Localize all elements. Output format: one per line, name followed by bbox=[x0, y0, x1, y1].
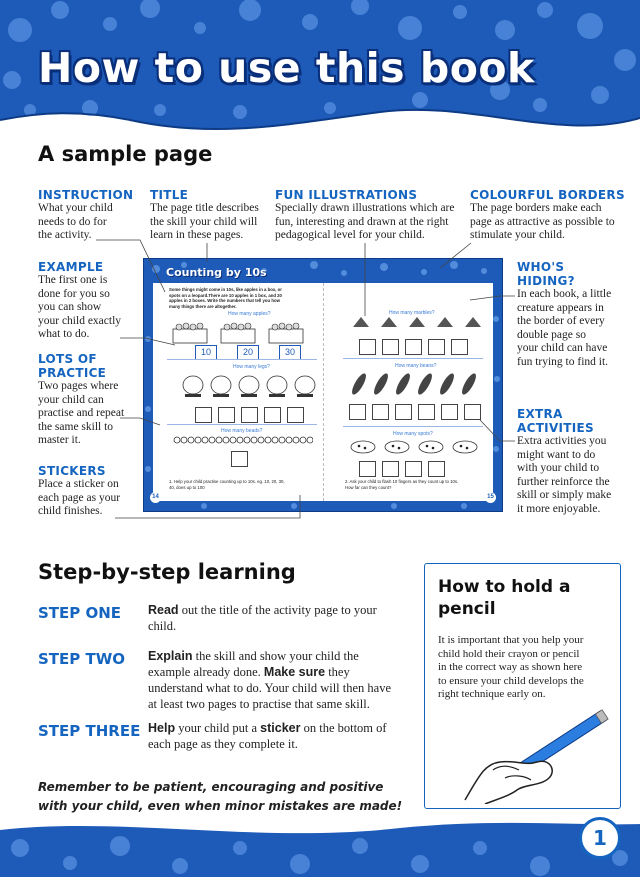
title-label: TITLE bbox=[150, 188, 189, 202]
borders-line: page as attractive as possible to bbox=[470, 215, 615, 228]
hiding-line: double page so bbox=[517, 328, 586, 341]
stickers-line: Place a sticker on bbox=[38, 478, 119, 490]
hiding-line: fun trying to find it. bbox=[517, 355, 609, 368]
q-spots: How many spots? bbox=[393, 431, 433, 437]
step-one-lead: Read bbox=[148, 603, 179, 617]
reminder-line: Remember to be patient, encouraging and positive bbox=[38, 780, 384, 794]
step-three-text bbox=[148, 720, 396, 752]
example-line: what to do. bbox=[38, 328, 90, 341]
hiding-line: creature appears in bbox=[517, 301, 604, 314]
fun-illustrations-label: FUN ILLUSTRATIONS bbox=[275, 188, 418, 202]
title-line: The page title describes bbox=[150, 202, 259, 214]
answer-box: 10 bbox=[195, 345, 217, 360]
step-one-text bbox=[148, 602, 396, 634]
example-line: your child exactly bbox=[38, 314, 122, 327]
title-line: the skill your child will bbox=[150, 215, 258, 228]
step-two-label: STEP TWO bbox=[38, 650, 126, 668]
example-line: The first one is bbox=[38, 274, 108, 286]
extra-line: Extra activities you bbox=[517, 435, 607, 447]
step-two-body: the skill and show your child the example already done. bbox=[148, 649, 359, 679]
instruction-line: What your child bbox=[38, 202, 113, 214]
extra-line: skill or simply make bbox=[517, 489, 612, 502]
mini-instruction-line: Some things might come in 10s, like apples in a box, or bbox=[169, 287, 282, 292]
sample-page-heading: A sample page bbox=[38, 142, 213, 166]
mini-title: Counting by 10s bbox=[166, 266, 267, 279]
answer-box: 20 bbox=[237, 345, 259, 360]
extra-line: with your child to bbox=[517, 462, 600, 475]
step-two-lead: Explain bbox=[148, 649, 193, 663]
practice-line: your child can bbox=[38, 393, 104, 406]
q-beads: How many beads? bbox=[221, 428, 263, 434]
stickers-line: child finishes. bbox=[38, 505, 103, 518]
instruction-label: INSTRUCTION bbox=[38, 188, 134, 202]
pencil-body-line: to ensure your child develops the bbox=[438, 674, 584, 687]
pencil-card-title bbox=[438, 576, 570, 620]
practice-line: Two pages where bbox=[38, 380, 119, 392]
hiding-line: your child can have bbox=[517, 342, 608, 355]
page-title: How to use this book bbox=[38, 44, 535, 92]
example-label: EXAMPLE bbox=[38, 260, 104, 274]
practice-line: master it. bbox=[38, 434, 81, 447]
step-two-text bbox=[148, 648, 396, 712]
extra-label: ACTIVITIES bbox=[517, 421, 594, 435]
step-three-lead2: sticker bbox=[260, 721, 301, 735]
page-number: 1 bbox=[579, 817, 621, 859]
practice-label: LOTS OF bbox=[38, 352, 97, 366]
instruction-line: the activity. bbox=[38, 229, 92, 242]
extra-line: further reinforce the bbox=[517, 475, 610, 488]
q-legs: How many legs? bbox=[233, 364, 270, 370]
q-beans: How many beans? bbox=[395, 363, 437, 369]
reminder-line: with your child, even when minor mistakes are made! bbox=[38, 799, 403, 813]
title-line: learn in these pages. bbox=[150, 229, 244, 242]
practice-line: the same skill to bbox=[38, 420, 114, 433]
instruction-line: needs to do for bbox=[38, 215, 107, 228]
step-two-lead2: Make sure bbox=[263, 665, 326, 679]
mini-instruction-line: many things there are altogether. bbox=[169, 303, 237, 309]
extra-line: might want to do bbox=[517, 448, 596, 461]
mini-footer-left: 1. Help your child practise counting up to 10s. eg. 10, 20, 30, 40, does up to 100 bbox=[169, 479, 285, 490]
pencil-card bbox=[424, 563, 621, 809]
stickers-line: each page as your bbox=[38, 491, 121, 504]
mini-footer-right: 2. Ask your child to flash 10 fingers as they count up to 10s. How far can they count? bbox=[345, 479, 459, 490]
step-one-label: STEP ONE bbox=[38, 604, 122, 622]
mini-page-number-left: 14 bbox=[150, 492, 161, 503]
pencil-body-line: It is important that you help your bbox=[438, 634, 584, 646]
q-apples: How many apples? bbox=[228, 311, 271, 317]
mini-page-number-right: 15 bbox=[485, 492, 496, 503]
stickers-label: STICKERS bbox=[38, 464, 106, 478]
step-two-body2: they understand what to do. Your child will then have at least two pages to practise that same skill. bbox=[148, 665, 392, 711]
step-one-body: out the title of the activity page to your child. bbox=[148, 603, 377, 633]
pencil-body-line: in the correct way as shown here bbox=[438, 661, 583, 673]
step-three-lead: Help bbox=[148, 721, 176, 735]
answer-box: 30 bbox=[279, 345, 301, 360]
extra-label: EXTRA bbox=[517, 407, 563, 421]
hand-pencil-illustration bbox=[445, 704, 615, 804]
hiding-label: HIDING? bbox=[517, 274, 575, 288]
borders-label: COLOURFUL BORDERS bbox=[470, 188, 625, 202]
example-line: you can show bbox=[38, 301, 102, 314]
hiding-label: WHO'S bbox=[517, 260, 565, 274]
pencil-title-line: How to hold a bbox=[438, 577, 571, 597]
practice-label: PRACTICE bbox=[38, 366, 107, 380]
footer-band bbox=[0, 808, 640, 877]
hiding-line: the border of every bbox=[517, 315, 605, 328]
fun-line: fun, interesting and drawn at the right bbox=[275, 215, 449, 228]
borders-line: The page borders make each bbox=[470, 202, 602, 214]
hiding-line: In each book, a little bbox=[517, 288, 612, 300]
extra-line: it more enjoyable. bbox=[517, 502, 601, 515]
fun-line: pedagogical level for your child. bbox=[275, 229, 425, 242]
q-marbles: How many marbles? bbox=[389, 310, 435, 316]
fun-line: Specially drawn illustrations which are bbox=[275, 202, 455, 214]
mini-instruction-line: spots on a leopard.There are 10 apples in 1 box, and 20 bbox=[169, 292, 282, 298]
mini-instruction-line: apples in 2 boxes. Write the numbers that tell you how bbox=[169, 298, 280, 304]
example-line: done for you so bbox=[38, 287, 110, 300]
pencil-body-line: right technique early on. bbox=[438, 688, 546, 700]
pencil-body-line: child hold their crayon or pencil bbox=[438, 647, 580, 660]
step-three-body: your child put a bbox=[175, 721, 261, 735]
steps-heading: Step-by-step learning bbox=[38, 560, 296, 584]
step-three-label: STEP THREE bbox=[38, 722, 141, 740]
pencil-title-line: pencil bbox=[438, 599, 496, 619]
pencil-card-body bbox=[438, 634, 613, 702]
practice-line: practise and repeat bbox=[38, 407, 125, 420]
borders-line: stimulate your child. bbox=[470, 229, 565, 242]
step-three-body2: on the bottom of each page as they complete it. bbox=[148, 721, 387, 751]
